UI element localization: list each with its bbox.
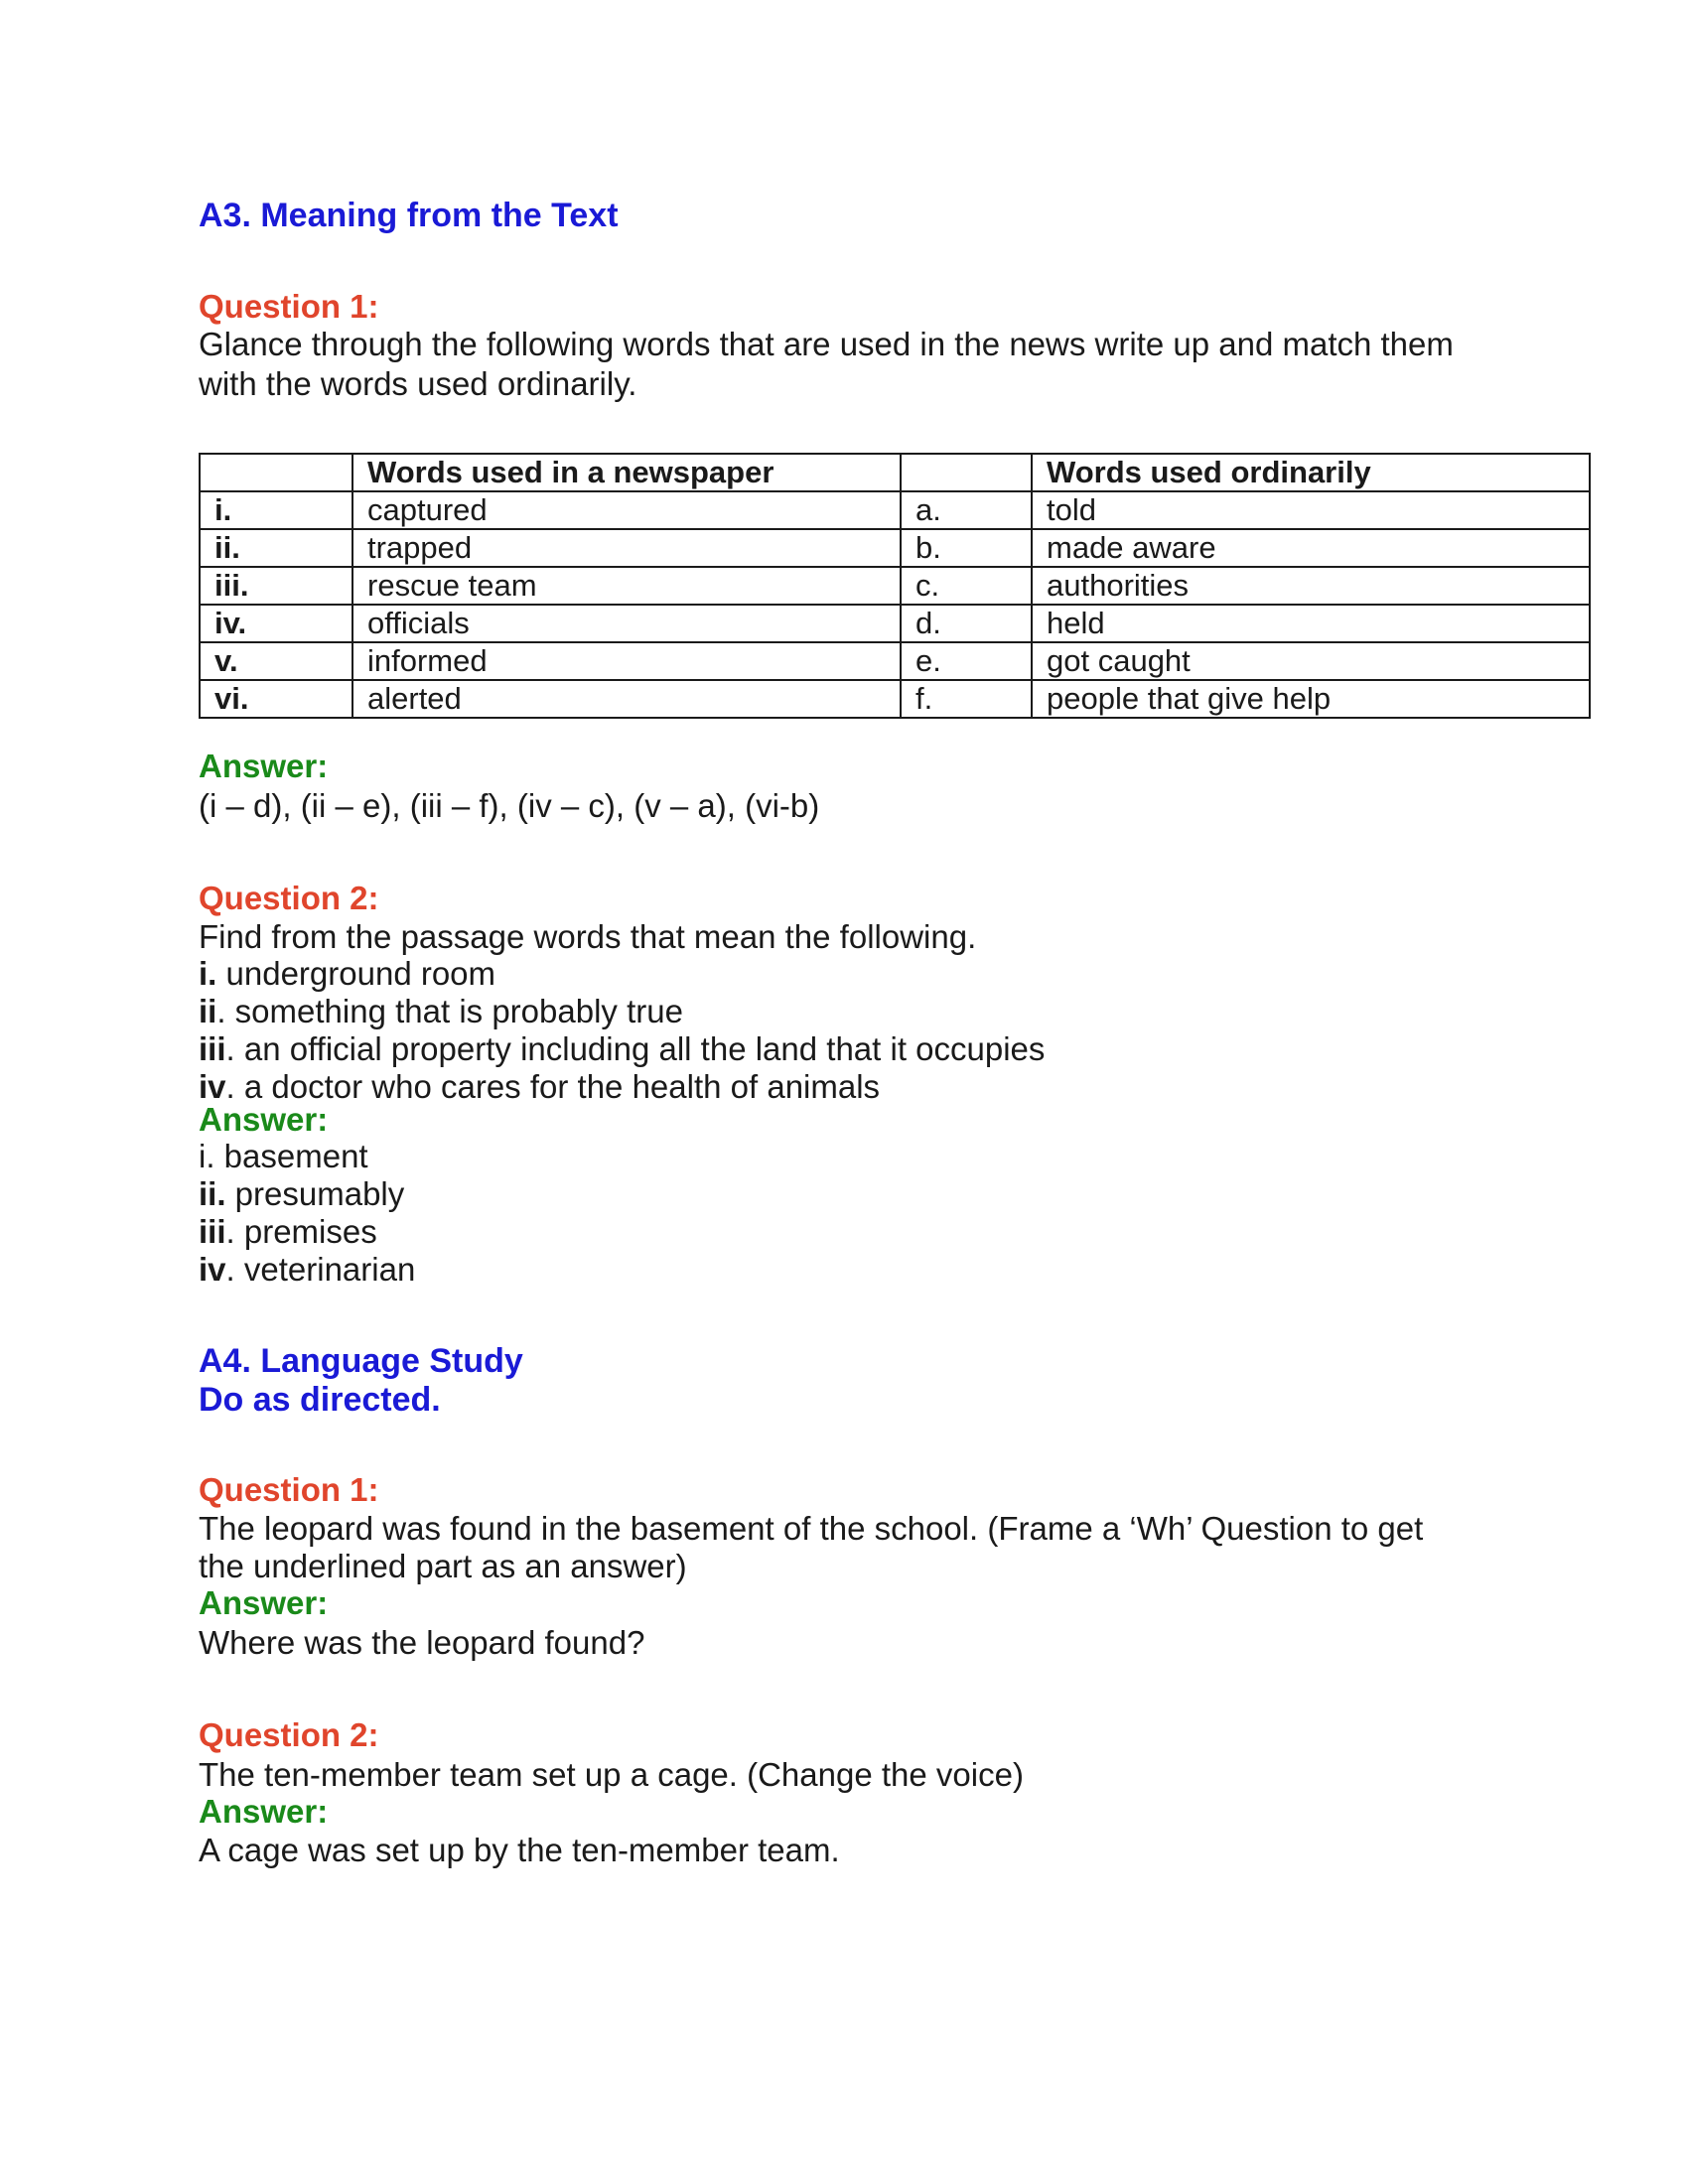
item-number: iv — [199, 1251, 226, 1288]
newspaper-word: alerted — [352, 680, 901, 718]
list-item — [199, 1030, 1045, 1068]
table-header-newspaper: Words used in a newspaper — [352, 454, 901, 491]
list-item — [199, 1213, 415, 1251]
a4-question-1-text-line1: The leopard was found in the basement of the school. (Frame a ‘Wh’ Question to get — [199, 1510, 1424, 1547]
a3-question-1-answer-label: Answer: — [199, 748, 329, 784]
table-row — [200, 567, 1590, 605]
newspaper-word: trapped — [352, 529, 901, 567]
item-number: iii — [199, 1213, 226, 1250]
row-number: iv. — [200, 605, 352, 642]
newspaper-word: officials — [352, 605, 901, 642]
a3-question-2-answer-label: Answer: — [199, 1101, 329, 1138]
newspaper-word: rescue team — [352, 567, 901, 605]
a4-question-2-answer: A cage was set up by the ten-member team. — [199, 1832, 840, 1868]
section-a3-title: A3. Meaning from the Text — [199, 197, 619, 234]
a4-question-1-text-line2: the underlined part as an answer) — [199, 1548, 687, 1584]
row-number: i. — [200, 491, 352, 529]
a3-question-2-items — [199, 955, 1045, 1106]
a4-question-1-answer: Where was the leopard found? — [199, 1624, 645, 1661]
row-number: vi. — [200, 680, 352, 718]
row-letter: e. — [901, 642, 1032, 680]
table-row — [200, 642, 1590, 680]
a4-question-1-answer-label: Answer: — [199, 1584, 329, 1621]
table-row — [200, 529, 1590, 567]
ordinary-word: authorities — [1032, 567, 1590, 605]
a3-question-2-label: Question 2: — [199, 880, 379, 916]
item-text: presumably — [225, 1175, 405, 1212]
item-number: ii — [199, 993, 217, 1029]
newspaper-word: captured — [352, 491, 901, 529]
ordinary-word: made aware — [1032, 529, 1590, 567]
item-text: . veterinarian — [225, 1251, 416, 1288]
a4-question-2-label: Question 2: — [199, 1716, 379, 1753]
row-letter: b. — [901, 529, 1032, 567]
table-header-ordinary: Words used ordinarily — [1032, 454, 1590, 491]
a4-question-2-answer-label: Answer: — [199, 1793, 329, 1830]
row-letter: c. — [901, 567, 1032, 605]
row-letter: f. — [901, 680, 1032, 718]
item-text: i. basement — [199, 1138, 368, 1174]
list-item — [199, 993, 1045, 1030]
row-number: iii. — [200, 567, 352, 605]
newspaper-word: informed — [352, 642, 901, 680]
item-number: iii — [199, 1030, 226, 1067]
ordinary-word: held — [1032, 605, 1590, 642]
ordinary-word: told — [1032, 491, 1590, 529]
item-text: . a doctor who cares for the health of animals — [225, 1068, 881, 1105]
a3-question-1-label: Question 1: — [199, 288, 379, 325]
a4-question-1-label: Question 1: — [199, 1471, 379, 1508]
item-text: . premises — [225, 1213, 377, 1250]
a3-question-1-text: Glance through the following words that are used in the news write up and match them with the words used ordinarily. — [199, 326, 1454, 402]
list-item — [199, 1175, 415, 1213]
list-item — [199, 1251, 415, 1289]
table-row — [200, 680, 1590, 718]
list-item — [199, 1138, 415, 1175]
table-header-blank — [901, 454, 1032, 491]
section-a4-subtitle: Do as directed. — [199, 1381, 441, 1419]
table-row — [200, 491, 1590, 529]
table-header-blank — [200, 454, 352, 491]
ordinary-word: people that give help — [1032, 680, 1590, 718]
item-text: underground room — [216, 955, 496, 992]
a3-question-2-text: Find from the passage words that mean the following. — [199, 918, 977, 955]
list-item — [199, 955, 1045, 993]
item-text: . something that is probably true — [216, 993, 683, 1029]
matching-table — [199, 453, 1591, 719]
item-number: i. — [199, 955, 217, 992]
a3-question-1-answer: (i – d), (ii – e), (iii – f), (iv – c), (v – a), (vi-b) — [199, 787, 820, 824]
item-text: . an official property including all the land that it occupies — [225, 1030, 1046, 1067]
row-number: v. — [200, 642, 352, 680]
ordinary-word: got caught — [1032, 642, 1590, 680]
item-number: iv — [199, 1068, 226, 1105]
a3-question-2-answers — [199, 1138, 415, 1289]
table-row — [200, 605, 1590, 642]
a4-question-2-text: The ten-member team set up a cage. (Change the voice) — [199, 1756, 1024, 1793]
row-letter: a. — [901, 491, 1032, 529]
table-header-row — [200, 454, 1590, 491]
item-number: ii. — [199, 1175, 226, 1212]
row-number: ii. — [200, 529, 352, 567]
section-a4-title: A4. Language Study — [199, 1342, 523, 1380]
row-letter: d. — [901, 605, 1032, 642]
